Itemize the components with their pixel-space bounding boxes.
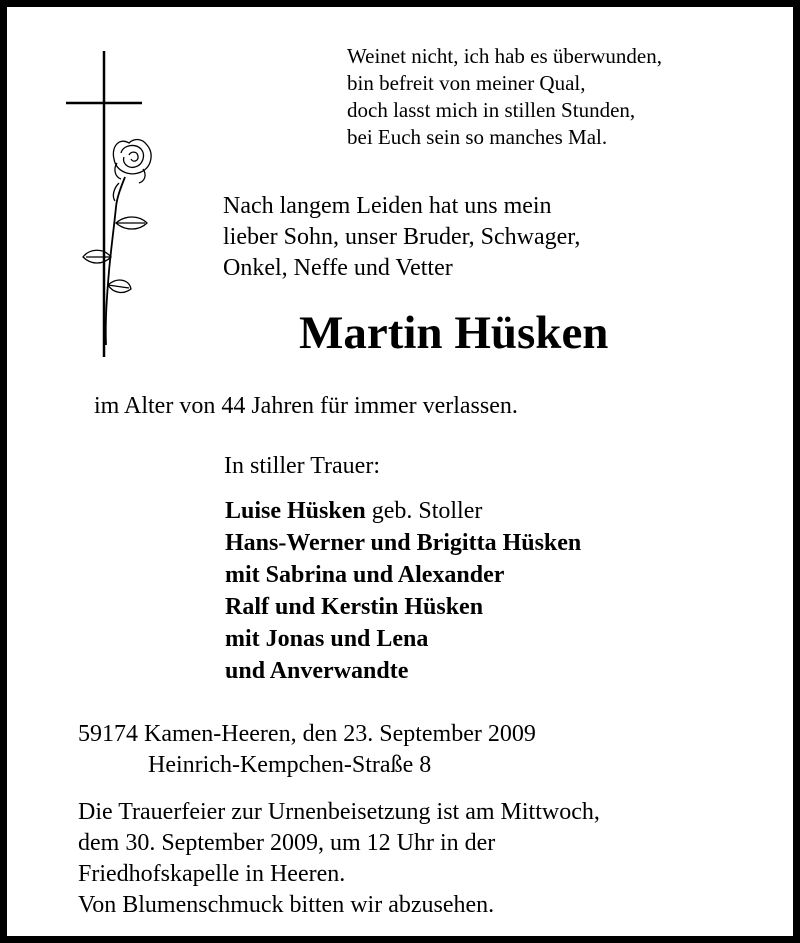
poem-verse [347, 43, 662, 151]
funeral-notice [78, 797, 600, 921]
poem-line: Weinet nicht, ich hab es überwunden, [347, 44, 662, 68]
rose-icon [83, 140, 151, 346]
family-member-name: Luise Hüsken [225, 498, 366, 524]
intro-line: Nach langem Leiden hat uns mein [223, 193, 552, 219]
intro-line: Onkel, Neffe und Vetter [223, 255, 453, 281]
funeral-line: Die Trauerfeier zur Urnenbeisetzung ist am Mittwoch, [78, 799, 600, 825]
family-member-maiden-name: geb. Stoller [365, 498, 483, 524]
family-list [225, 495, 581, 687]
family-member-line: und Anverwandte [225, 658, 409, 684]
cross-icon [66, 51, 142, 357]
age-statement: im Alter von 44 Jahren für immer verlassen. [94, 393, 518, 419]
family-member-line: mit Jonas und Lena [225, 626, 429, 652]
cross-with-rose-illustration [59, 45, 169, 363]
funeral-line: Friedhofskapelle in Heeren. [78, 861, 346, 887]
intro-text [223, 191, 580, 284]
deceased-name: Martin Hüsken [299, 307, 609, 359]
poem-line: bin befreit von meiner Qual, [347, 71, 586, 95]
family-member-line: Hans-Werner und Brigitta Hüsken [225, 530, 582, 556]
family-member-line: mit Sabrina und Alexander [225, 562, 505, 588]
family-member-line [225, 495, 581, 527]
intro-line: lieber Sohn, unser Bruder, Schwager, [223, 224, 581, 250]
poem-line: bei Euch sein so manches Mal. [347, 125, 608, 149]
family-member-line: Ralf und Kerstin Hüsken [225, 594, 484, 620]
mourning-label: In stiller Trauer: [224, 453, 380, 479]
funeral-line: dem 30. September 2009, um 12 Uhr in der [78, 830, 496, 856]
poem-line: doch lasst mich in stillen Stunden, [347, 98, 636, 122]
funeral-line: Von Blumenschmuck bitten wir abzusehen. [78, 892, 495, 918]
street-address: Heinrich-Kempchen-Straße 8 [148, 752, 432, 778]
location-date: 59174 Kamen-Heeren, den 23. September 2009 [78, 721, 536, 747]
